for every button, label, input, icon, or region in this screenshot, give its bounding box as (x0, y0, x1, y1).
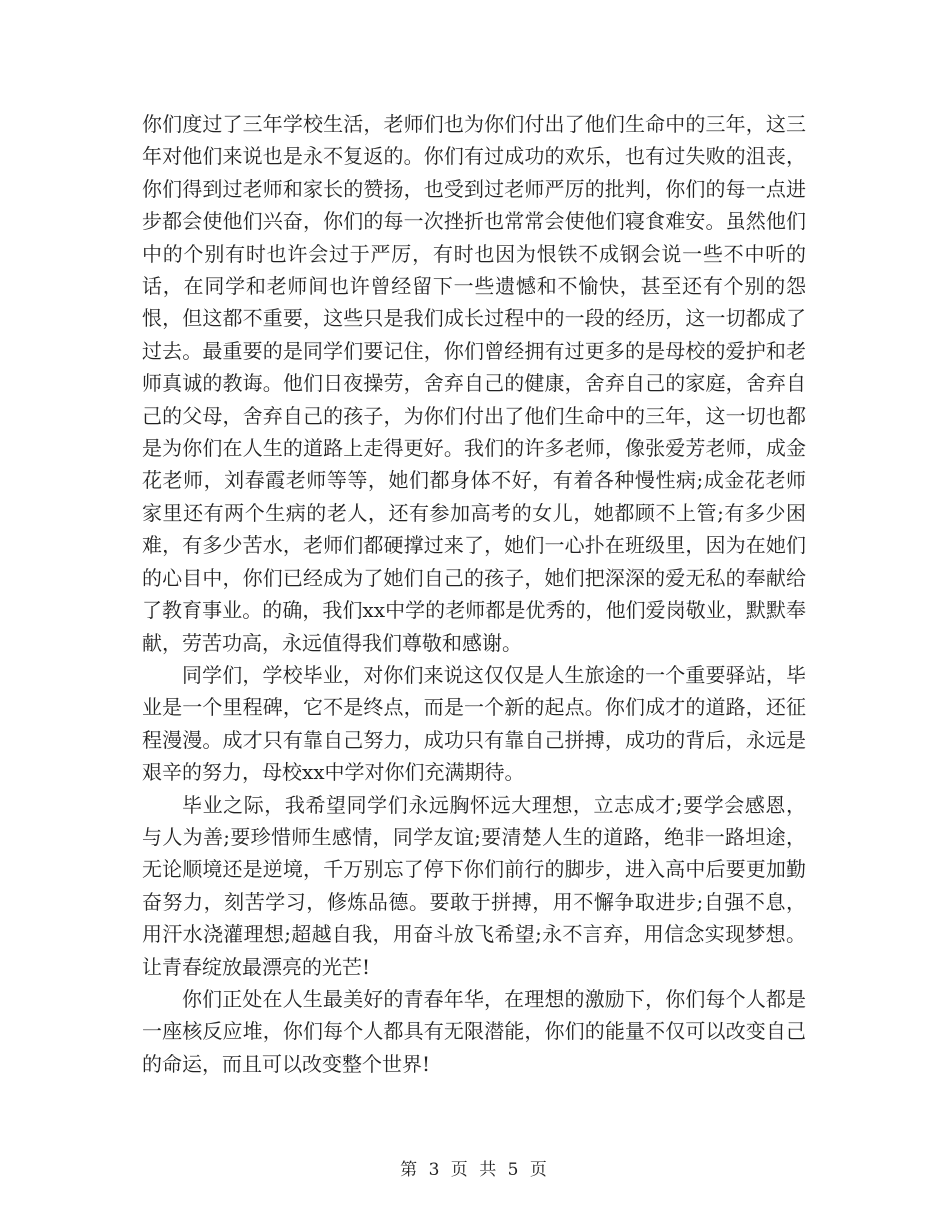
document-body (142, 108, 806, 1080)
paragraph-3: 毕业之际，我希望同学们永远胸怀远大理想，立志成才;要学会感恩，与人为善;要珍惜师生感情，同学友谊;要清楚人生的道路，绝非一路坦途，无论顺境还是逆境，千万别忘了停下你们前行的脚步，进入高中后要更加勤奋努力，刻苦学习，修炼品德。要敢于拼搏，用不懈争取进步;自强不息，用汗水浇灌理想;超越自我，用奋斗放飞希望;永不言弃，用信念实现梦想。让青春绽放最漂亮的光芒! (142, 792, 806, 979)
paragraph-2: 同学们，学校毕业，对你们来说这仅仅是人生旅途的一个重要驿站，毕业是一个里程碑，它不是终点，而是一个新的起点。你们成才的道路，还征程漫漫。成才只有靠自己努力，成功只有靠自己拼搏，成功的背后，永远是艰辛的努力，母校xx中学对你们充满期待。 (142, 662, 806, 785)
paragraph-4: 你们正处在人生最美好的青春年华，在理想的激励下，你们每个人都是一座核反应堆，你们每个人都具有无限潜能，你们的能量不仅可以改变自己的命运，而且可以改变整个世界! (142, 986, 806, 1076)
paragraph-1: 你们度过了三年学校生活，老师们也为你们付出了他们生命中的三年，这三年对他们来说也是永不复返的。你们有过成功的欢乐，也有过失败的沮丧，你们得到过老师和家长的赞扬，也受到过老师严厉的批判，你们的每一点进步都会使他们兴奋，你们的每一次挫折也常常会使他们寝食难安。虽然他们中的个别有时也许会过于严厉，有时也因为恨铁不成钢会说一些不中听的话，在同学和老师间也许曾经留下一些遗憾和不愉快，甚至还有个别的怨恨，但这都不重要，这些只是我们成长过程中的一段的经历，这一切都成了过去。最重要的是同学们要记住，你们曾经拥有过更多的是母校的爱护和老师真诚的教诲。他们日夜操劳，舍弃自己的健康，舍弃自己的家庭，舍弃自己的父母，舍弃自己的孩子，为你们付出了他们生命中的三年，这一切也都是为你们在人生的道路上走得更好。我们的许多老师，像张爱芳老师，成金花老师，刘春霞老师等等，她们都身体不好，有着各种慢性病;成金花老师家里还有两个生病的老人，还有参加高考的女儿，她都顾不上管;有多少困难，有多少苦水，老师们都硬撑过来了，她们一心扑在班级里，因为在她们的心目中，你们已经成为了她们自己的孩子，她们把深深的爱无私的奉献给了教育事业。的确，我们xx中学的老师都是优秀的，他们爱岗敬业，默默奉献，劳苦功高，永远值得我们尊敬和感谢。 (142, 112, 806, 655)
page-number-footer: 第 3 页 共 5 页 (400, 1160, 550, 1180)
